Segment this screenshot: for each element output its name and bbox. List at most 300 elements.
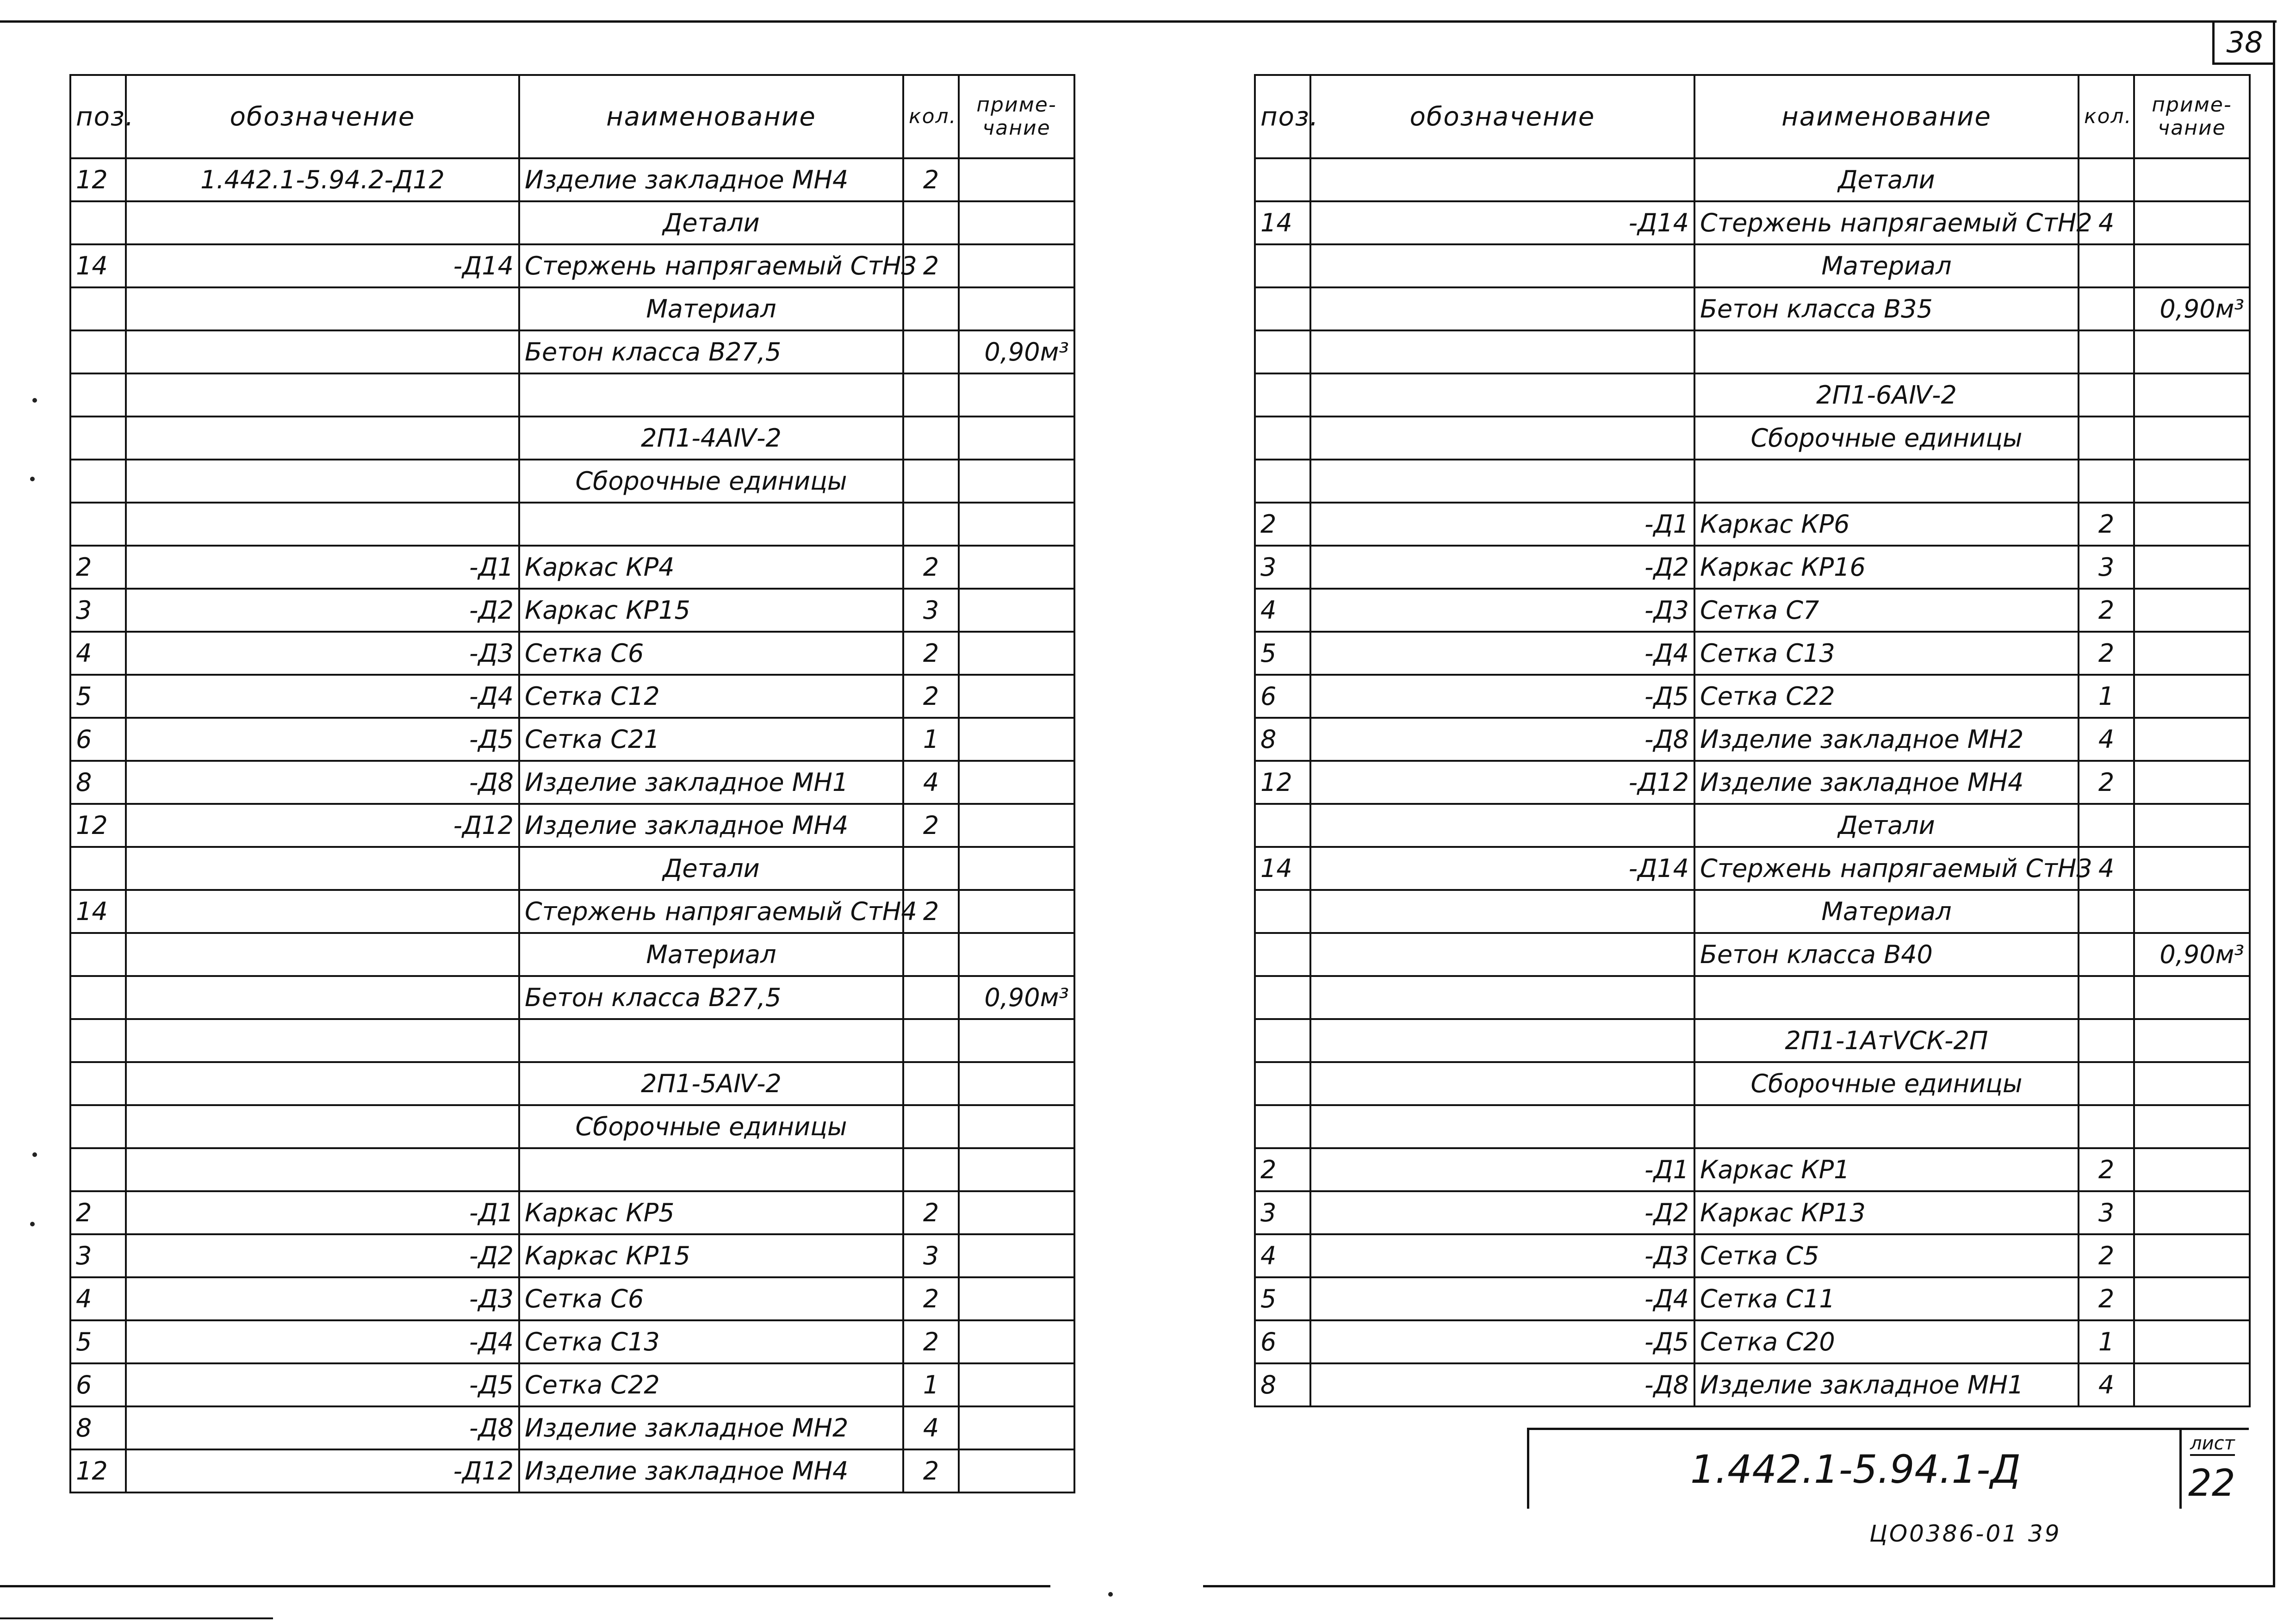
sheet-corner-number: 38 — [2212, 22, 2275, 65]
row-designation: -Д2 — [1310, 546, 1694, 589]
row-qty — [903, 330, 959, 373]
row-designation — [1310, 373, 1694, 417]
row-name: Стержень напрягаемый СтН3 — [1694, 847, 2079, 890]
row-pos — [70, 1148, 126, 1191]
row-name: Сетка С6 — [519, 1277, 903, 1320]
row-designation: -Д12 — [1310, 761, 1694, 804]
row-pos: 5 — [1255, 1277, 1310, 1320]
table-row — [70, 1406, 1074, 1449]
row-designation: -Д1 — [126, 546, 519, 589]
row-note — [959, 632, 1074, 675]
table-row — [1255, 1320, 2250, 1363]
row-name: Материал — [519, 933, 903, 976]
row-note — [2134, 976, 2250, 1019]
header-qty: кол. — [903, 75, 959, 158]
row-note — [2134, 890, 2250, 933]
row-note — [959, 460, 1074, 503]
row-qty: 1 — [2079, 675, 2134, 718]
row-pos — [70, 933, 126, 976]
row-qty — [2079, 373, 2134, 417]
table-row — [1255, 373, 2250, 417]
row-note — [2134, 1105, 2250, 1148]
row-qty — [2079, 460, 2134, 503]
table-row — [1255, 1277, 2250, 1320]
row-qty — [903, 1105, 959, 1148]
row-pos — [1255, 417, 1310, 460]
row-qty — [2079, 976, 2134, 1019]
row-pos — [70, 373, 126, 417]
row-name: 2П1-6АⅣ-2 — [1694, 373, 2079, 417]
row-name — [519, 503, 903, 546]
row-pos: 14 — [70, 890, 126, 933]
row-qty: 2 — [903, 546, 959, 589]
row-pos — [1255, 804, 1310, 847]
row-designation — [126, 330, 519, 373]
table-row — [1255, 632, 2250, 675]
table-row — [70, 589, 1074, 632]
row-name: Стержень напрягаемый СтН2 — [1694, 201, 2079, 244]
table-row — [70, 546, 1074, 589]
table-row — [1255, 761, 2250, 804]
row-name: Изделие закладное МН4 — [519, 158, 903, 201]
row-name: Сетка С5 — [1694, 1234, 2079, 1277]
row-designation: -Д5 — [1310, 675, 1694, 718]
table-row — [70, 201, 1074, 244]
row-designation — [1310, 804, 1694, 847]
row-pos: 6 — [70, 1363, 126, 1406]
row-designation — [1310, 976, 1694, 1019]
table-row — [1255, 976, 2250, 1019]
row-note — [959, 1406, 1074, 1449]
row-name: Бетон класса В27,5 — [519, 976, 903, 1019]
row-note — [959, 417, 1074, 460]
row-designation: -Д1 — [1310, 503, 1694, 546]
row-designation: 1.442.1-5.94.2-Д12 — [126, 158, 519, 201]
row-pos: 6 — [1255, 675, 1310, 718]
row-name: Детали — [519, 201, 903, 244]
table-row — [70, 1363, 1074, 1406]
row-name: Материал — [519, 287, 903, 330]
row-note — [2134, 244, 2250, 287]
row-note — [2134, 847, 2250, 890]
table-row — [70, 1019, 1074, 1062]
row-designation — [126, 1019, 519, 1062]
row-name — [1694, 976, 2079, 1019]
row-qty: 2 — [2079, 1148, 2134, 1191]
row-pos: 8 — [1255, 718, 1310, 761]
table-row — [70, 1105, 1074, 1148]
row-designation — [126, 417, 519, 460]
row-pos: 2 — [70, 546, 126, 589]
row-note — [2134, 1363, 2250, 1406]
row-note — [959, 1019, 1074, 1062]
row-name: Сетка С20 — [1694, 1320, 2079, 1363]
row-designation — [1310, 417, 1694, 460]
row-note — [959, 546, 1074, 589]
table-row — [70, 1277, 1074, 1320]
row-qty — [903, 976, 959, 1019]
row-note — [959, 847, 1074, 890]
row-designation — [1310, 890, 1694, 933]
row-designation: -Д2 — [126, 589, 519, 632]
row-note — [2134, 1320, 2250, 1363]
frame-right-line — [2273, 20, 2275, 1587]
row-designation — [1310, 933, 1694, 976]
table-row — [1255, 287, 2250, 330]
row-pos: 12 — [70, 804, 126, 847]
row-name — [1694, 1105, 2079, 1148]
row-designation — [126, 460, 519, 503]
row-qty: 2 — [2079, 1277, 2134, 1320]
row-note — [2134, 503, 2250, 546]
row-pos: 2 — [70, 1191, 126, 1234]
row-designation — [126, 976, 519, 1019]
row-name: Материал — [1694, 890, 2079, 933]
frame-top-line — [0, 20, 2277, 23]
document-code: 1.442.1-5.94.1-Д — [1690, 1447, 2021, 1492]
row-note — [959, 589, 1074, 632]
row-designation: -Д1 — [1310, 1148, 1694, 1191]
table-row — [70, 1062, 1074, 1105]
row-pos — [1255, 1062, 1310, 1105]
scan-speck — [30, 477, 35, 481]
row-name: Детали — [519, 847, 903, 890]
row-designation: -Д5 — [126, 718, 519, 761]
row-note: 0,90м³ — [2134, 287, 2250, 330]
row-qty — [903, 1148, 959, 1191]
row-designation: -Д14 — [1310, 847, 1694, 890]
row-designation: -Д12 — [126, 1449, 519, 1492]
row-qty: 4 — [903, 1406, 959, 1449]
row-designation — [1310, 158, 1694, 201]
row-name: Сетка С13 — [519, 1320, 903, 1363]
row-qty: 2 — [903, 1320, 959, 1363]
row-note — [2134, 1148, 2250, 1191]
row-note — [959, 718, 1074, 761]
row-pos: 5 — [70, 1320, 126, 1363]
row-note — [959, 1234, 1074, 1277]
row-note — [2134, 373, 2250, 417]
table-row — [70, 460, 1074, 503]
row-pos — [70, 417, 126, 460]
row-name: Материал — [1694, 244, 2079, 287]
row-qty: 2 — [903, 244, 959, 287]
header-name: наименование — [1694, 75, 2079, 158]
row-name: Стержень напрягаемый СтН4 — [519, 890, 903, 933]
sheet-box — [2179, 1430, 2249, 1509]
row-note — [2134, 632, 2250, 675]
row-designation: -Д1 — [126, 1191, 519, 1234]
table-row — [1255, 201, 2250, 244]
row-designation: -Д8 — [126, 1406, 519, 1449]
row-pos — [1255, 373, 1310, 417]
row-pos — [1255, 890, 1310, 933]
row-pos — [1255, 933, 1310, 976]
row-note — [959, 503, 1074, 546]
table-row — [1255, 1062, 2250, 1105]
row-name: Бетон класса В35 — [1694, 287, 2079, 330]
row-name — [519, 373, 903, 417]
row-designation: -Д3 — [126, 632, 519, 675]
row-name: Изделие закладное МН1 — [519, 761, 903, 804]
row-name: Каркас КР13 — [1694, 1191, 2079, 1234]
row-designation: -Д4 — [1310, 1277, 1694, 1320]
row-qty: 4 — [2079, 1363, 2134, 1406]
row-designation: -Д4 — [126, 1320, 519, 1363]
row-pos: 5 — [70, 675, 126, 718]
row-pos: 4 — [1255, 589, 1310, 632]
row-name: Изделие закладное МН2 — [1694, 718, 2079, 761]
table-row — [70, 675, 1074, 718]
row-name: Детали — [1694, 158, 2079, 201]
table-row — [70, 1234, 1074, 1277]
row-qty — [2079, 330, 2134, 373]
row-designation: -Д2 — [126, 1234, 519, 1277]
row-qty: 2 — [903, 890, 959, 933]
row-note — [2134, 1062, 2250, 1105]
row-name: Изделие закладное МН4 — [1694, 761, 2079, 804]
row-pos — [70, 503, 126, 546]
row-name: Каркас КР4 — [519, 546, 903, 589]
row-designation — [1310, 1019, 1694, 1062]
row-pos: 14 — [70, 244, 126, 287]
row-qty — [903, 417, 959, 460]
table-row — [1255, 933, 2250, 976]
row-qty — [903, 933, 959, 976]
row-qty: 2 — [903, 804, 959, 847]
row-pos: 5 — [1255, 632, 1310, 675]
row-pos: 12 — [70, 158, 126, 201]
row-name: 2П1-5АⅣ-2 — [519, 1062, 903, 1105]
row-designation — [1310, 1062, 1694, 1105]
row-pos: 6 — [70, 718, 126, 761]
row-name — [1694, 330, 2079, 373]
left-spec-table — [69, 74, 1075, 1493]
row-designation — [126, 890, 519, 933]
row-note — [959, 1277, 1074, 1320]
row-pos — [1255, 287, 1310, 330]
row-name: Сборочные единицы — [519, 460, 903, 503]
header-pos: поз. — [70, 75, 126, 158]
row-designation: -Д8 — [1310, 1363, 1694, 1406]
table-row — [70, 632, 1074, 675]
row-note — [959, 373, 1074, 417]
row-qty: 4 — [2079, 201, 2134, 244]
row-designation: -Д14 — [1310, 201, 1694, 244]
row-designation: -Д3 — [126, 1277, 519, 1320]
row-qty — [2079, 158, 2134, 201]
row-name: Стержень напрягаемый СтН3 — [519, 244, 903, 287]
row-qty — [903, 460, 959, 503]
row-pos: 4 — [70, 1277, 126, 1320]
row-designation — [126, 1062, 519, 1105]
left-spec-body — [70, 158, 1074, 1492]
row-name: Сборочные единицы — [1694, 417, 2079, 460]
row-designation — [126, 933, 519, 976]
row-designation — [126, 1148, 519, 1191]
row-qty: 2 — [2079, 1234, 2134, 1277]
row-qty: 1 — [903, 718, 959, 761]
row-pos: 3 — [70, 1234, 126, 1277]
row-pos — [70, 1105, 126, 1148]
row-pos — [70, 330, 126, 373]
row-qty: 2 — [903, 158, 959, 201]
row-designation: -Д8 — [1310, 718, 1694, 761]
row-note — [2134, 589, 2250, 632]
row-note — [2134, 1277, 2250, 1320]
row-name: Сетка С6 — [519, 632, 903, 675]
row-note — [959, 1449, 1074, 1492]
row-qty — [2079, 933, 2134, 976]
table-row — [70, 761, 1074, 804]
table-row — [1255, 890, 2250, 933]
row-designation: -Д8 — [126, 761, 519, 804]
table-row — [1255, 1234, 2250, 1277]
row-pos: 14 — [1255, 847, 1310, 890]
header-designation: обозначение — [126, 75, 519, 158]
row-note — [959, 933, 1074, 976]
row-designation — [126, 287, 519, 330]
header-note: приме-чание — [959, 75, 1074, 158]
row-note: 0,90м³ — [959, 330, 1074, 373]
row-name: Сборочные единицы — [519, 1105, 903, 1148]
header-qty: кол. — [2079, 75, 2134, 158]
table-row — [1255, 718, 2250, 761]
row-qty: 3 — [2079, 546, 2134, 589]
row-pos — [70, 847, 126, 890]
row-pos: 14 — [1255, 201, 1310, 244]
row-name — [519, 1019, 903, 1062]
sheet-label: лист — [2190, 1433, 2235, 1456]
row-designation — [1310, 460, 1694, 503]
row-qty: 1 — [2079, 1320, 2134, 1363]
row-designation: -Д2 — [1310, 1191, 1694, 1234]
table-row — [70, 158, 1074, 201]
row-qty: 4 — [2079, 847, 2134, 890]
table-row — [1255, 1191, 2250, 1234]
row-pos: 3 — [1255, 546, 1310, 589]
header-pos: поз. — [1255, 75, 1310, 158]
row-qty — [903, 1019, 959, 1062]
row-pos — [70, 1019, 126, 1062]
row-designation — [126, 373, 519, 417]
row-designation: -Д3 — [1310, 1234, 1694, 1277]
row-designation: -Д5 — [1310, 1320, 1694, 1363]
row-pos: 2 — [1255, 1148, 1310, 1191]
row-name: Сетка С22 — [519, 1363, 903, 1406]
archive-stamp: ЦО0386-01 39 — [1869, 1520, 2061, 1547]
table-row — [70, 1449, 1074, 1492]
row-note — [2134, 718, 2250, 761]
table-row — [70, 417, 1074, 460]
table-row — [1255, 1019, 2250, 1062]
row-pos: 3 — [1255, 1191, 1310, 1234]
table-row — [70, 330, 1074, 373]
table-row — [70, 804, 1074, 847]
row-designation — [126, 847, 519, 890]
row-qty — [903, 847, 959, 890]
row-name: Детали — [1694, 804, 2079, 847]
title-block — [1527, 1428, 2249, 1509]
table-row — [70, 933, 1074, 976]
table-row — [1255, 417, 2250, 460]
row-qty: 2 — [903, 675, 959, 718]
row-pos: 2 — [1255, 503, 1310, 546]
row-pos — [1255, 460, 1310, 503]
table-row — [70, 503, 1074, 546]
row-pos: 8 — [70, 1406, 126, 1449]
row-pos: 12 — [1255, 761, 1310, 804]
row-note: 0,90м³ — [2134, 933, 2250, 976]
table-row — [1255, 804, 2250, 847]
row-pos: 3 — [70, 589, 126, 632]
row-name: Изделие закладное МН4 — [519, 1449, 903, 1492]
row-designation — [126, 201, 519, 244]
sheet-number: 22 — [2188, 1461, 2235, 1505]
row-note — [959, 1320, 1074, 1363]
row-qty — [2079, 244, 2134, 287]
table-row — [70, 718, 1074, 761]
row-designation: -Д5 — [126, 1363, 519, 1406]
table-row — [1255, 589, 2250, 632]
row-designation: -Д4 — [1310, 632, 1694, 675]
scan-speck — [1108, 1592, 1113, 1597]
table-row — [70, 1191, 1074, 1234]
table-row — [70, 373, 1074, 417]
row-name: Каркас КР1 — [1694, 1148, 2079, 1191]
table-row — [70, 890, 1074, 933]
row-designation — [1310, 330, 1694, 373]
row-qty — [2079, 1062, 2134, 1105]
row-pos — [1255, 1105, 1310, 1148]
row-designation — [1310, 1105, 1694, 1148]
row-pos: 4 — [70, 632, 126, 675]
row-name: Изделие закладное МН4 — [519, 804, 903, 847]
table-row — [1255, 1105, 2250, 1148]
row-designation — [126, 503, 519, 546]
row-designation: -Д3 — [1310, 589, 1694, 632]
row-qty: 2 — [903, 632, 959, 675]
table-row — [70, 1320, 1074, 1363]
row-note — [959, 675, 1074, 718]
row-designation: -Д4 — [126, 675, 519, 718]
row-note — [2134, 1191, 2250, 1234]
row-pos: 8 — [70, 761, 126, 804]
header-name: наименование — [519, 75, 903, 158]
row-name — [1694, 460, 2079, 503]
row-name: Каркас КР16 — [1694, 546, 2079, 589]
row-name: Сетка С12 — [519, 675, 903, 718]
row-qty: 2 — [2079, 589, 2134, 632]
row-designation — [1310, 244, 1694, 287]
row-note — [2134, 761, 2250, 804]
row-qty: 3 — [903, 1234, 959, 1277]
row-note — [959, 1105, 1074, 1148]
row-pos: 12 — [70, 1449, 126, 1492]
row-pos — [70, 1062, 126, 1105]
row-qty: 2 — [903, 1191, 959, 1234]
row-name: Сетка С11 — [1694, 1277, 2079, 1320]
row-name: 2П1-4АⅣ-2 — [519, 417, 903, 460]
frame-bottom-line-right — [1203, 1585, 2275, 1587]
row-pos — [1255, 976, 1310, 1019]
row-pos — [1255, 158, 1310, 201]
row-pos — [70, 287, 126, 330]
row-qty: 2 — [2079, 503, 2134, 546]
table-row — [70, 244, 1074, 287]
row-note — [2134, 546, 2250, 589]
row-designation — [126, 1105, 519, 1148]
